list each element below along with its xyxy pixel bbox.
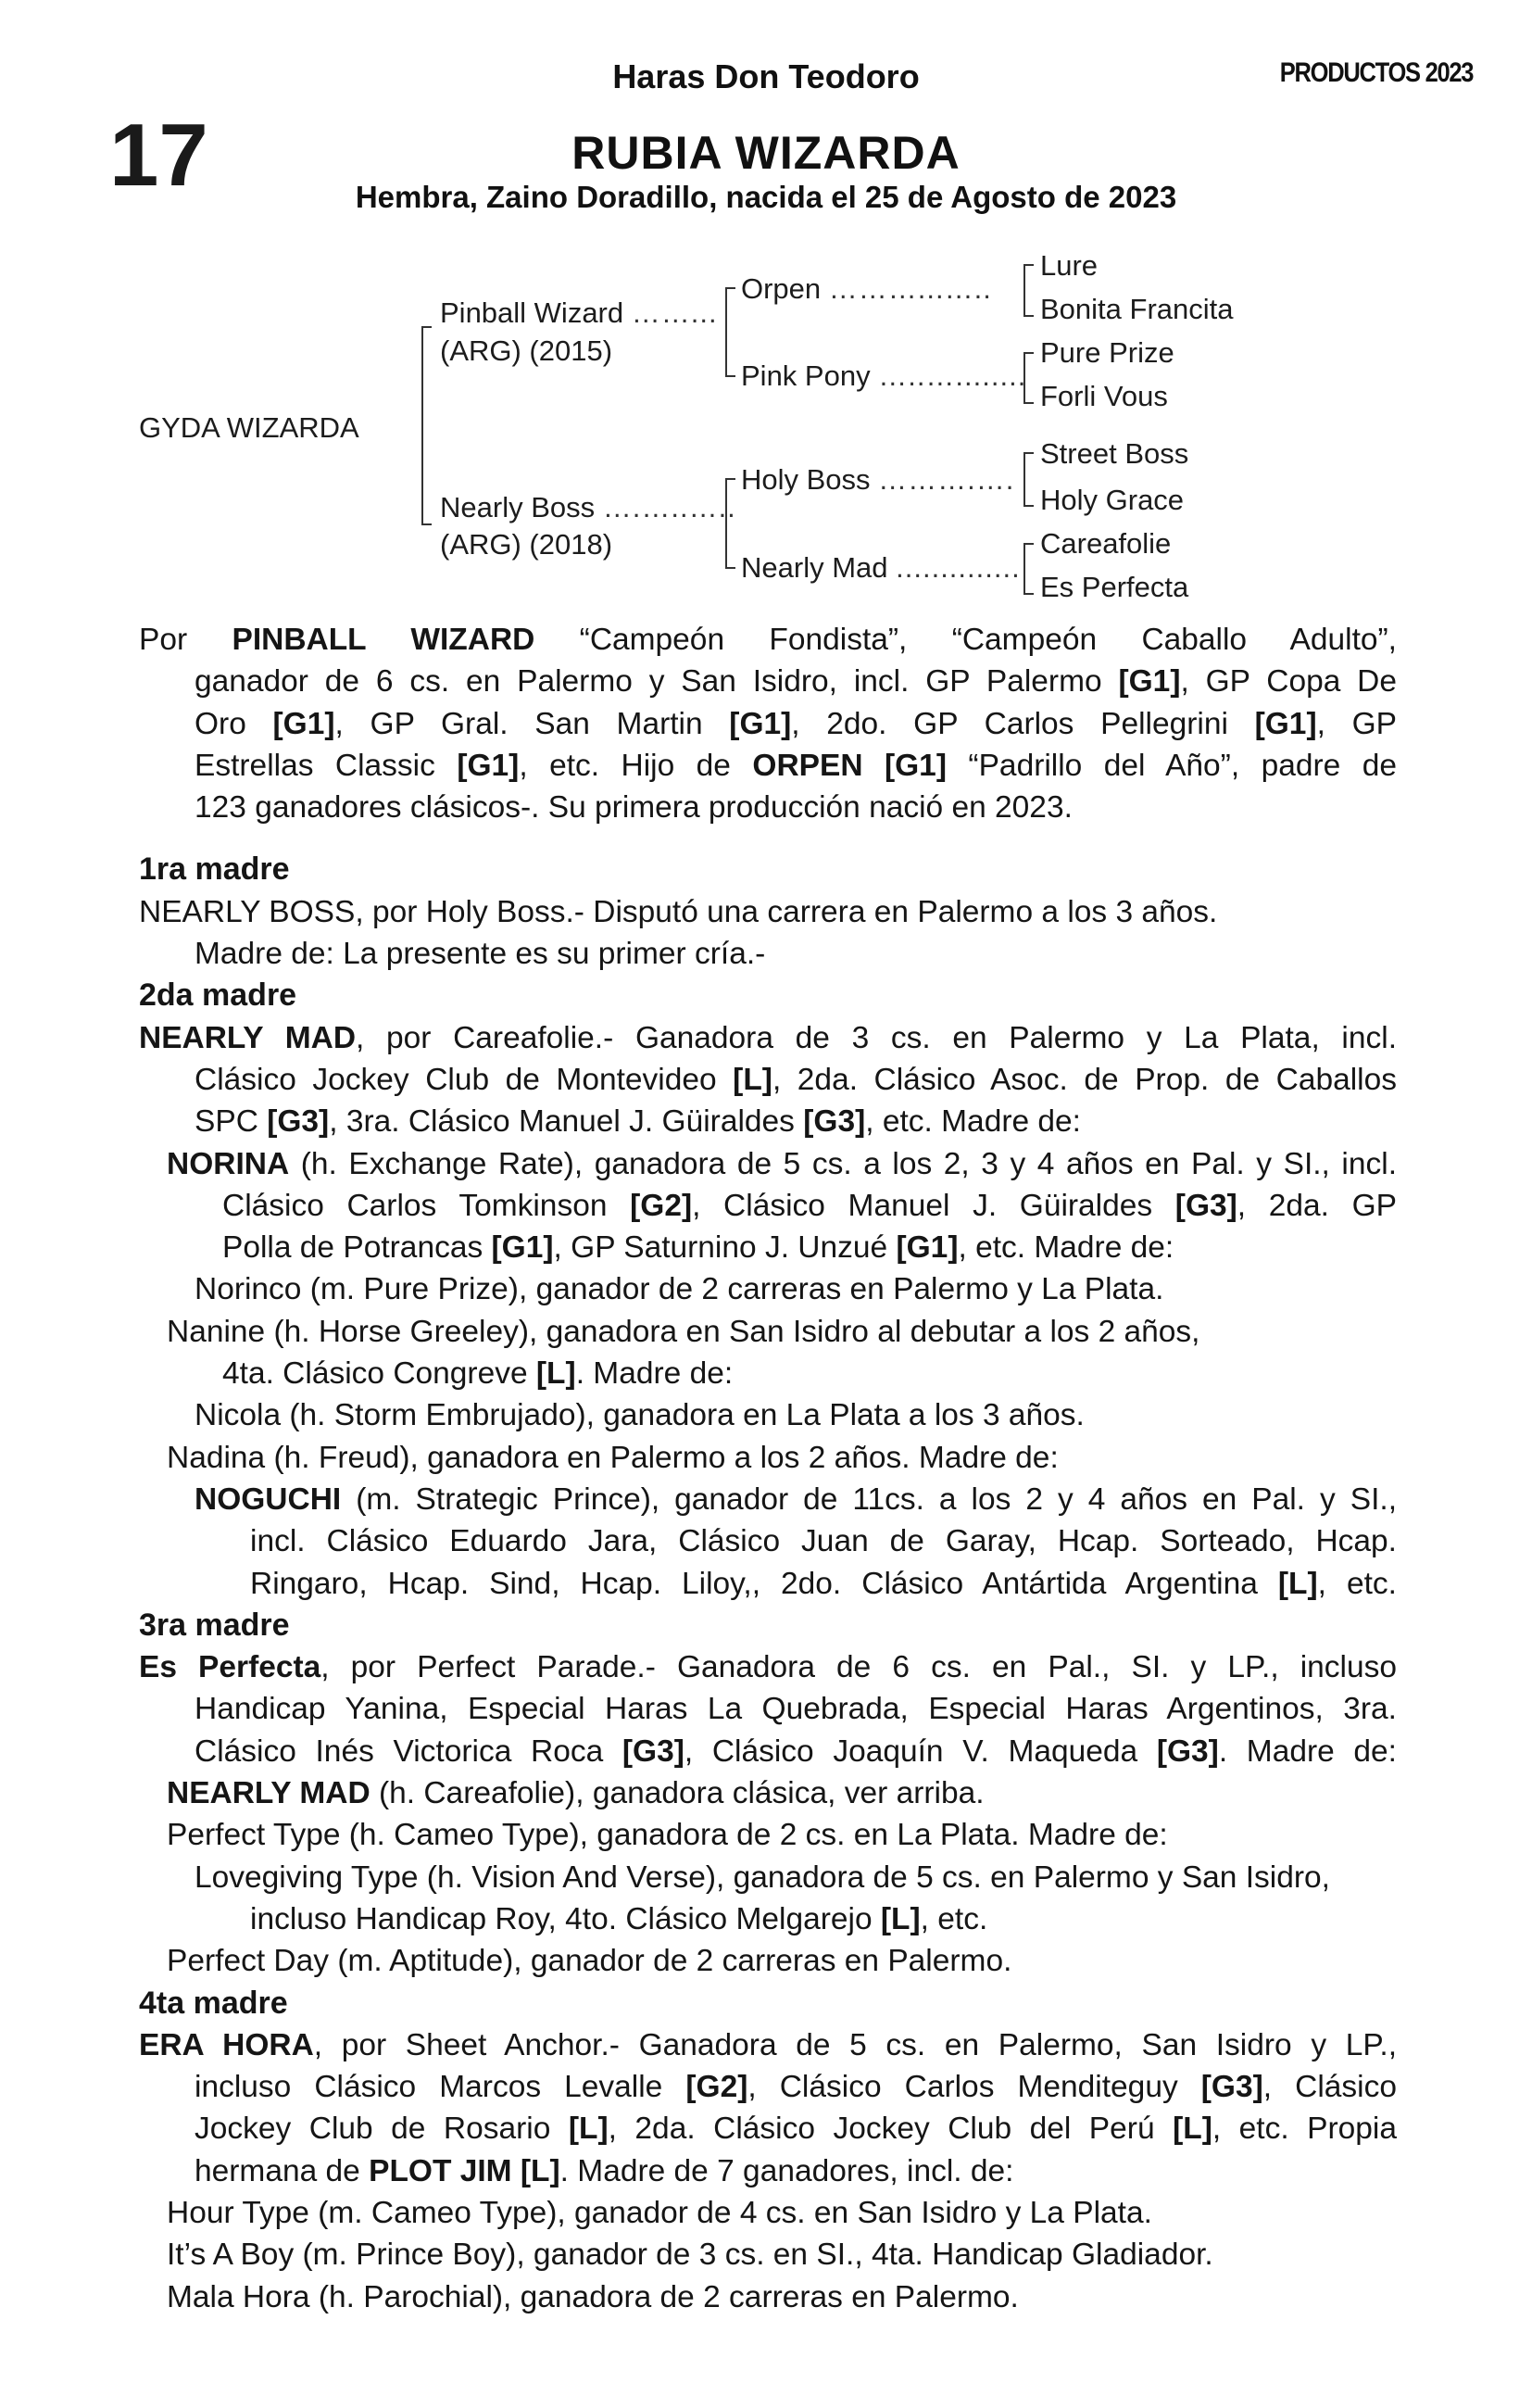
pedigree-bracket xyxy=(1023,352,1034,404)
pedigree-gen3: Street Boss xyxy=(1040,437,1189,470)
pedigree-gen3: Careafolie xyxy=(1040,527,1172,560)
pedigree-sire-sire: Orpen ………...….. xyxy=(741,272,992,305)
section-heading: 3ra madre xyxy=(139,1607,290,1643)
pedigree-dam-origin: (ARG) (2018) xyxy=(440,528,613,561)
pedigree-sire: Pinball Wizard ……... xyxy=(440,296,718,329)
horse-description: Hembra, Zaino Doradillo, nacida el 25 de Agosto de 2023 xyxy=(355,180,1177,214)
section-heading: 1ra madre xyxy=(139,851,290,888)
pedigree-root: GYDA WIZARDA xyxy=(139,411,359,444)
sire-note: Por PINBALL WIZARD “Campeón Fondista”, “Campeón Caballo Adulto”, ganador de 6 cs. en Palermo y San Isidro, incl. GP Palermo [G1], GP Copa De Oro [G1], GP Gral. San Martin [G1], 2do. GP Carlos Pellegrini [G1], GP Estrellas Classic [G1], etc. Hijo de ORPEN [G1] “Padrillo del Año”, padre de 123 ganadores clásicos-. Su primera producción nació en 2023. xyxy=(139,623,1398,826)
pedigree-gen3: Bonita Francita xyxy=(1040,293,1234,325)
pedigree-gen3: Pure Prize xyxy=(1040,336,1174,369)
pedigree-dam-dam: Nearly Mad .............. xyxy=(741,551,1021,584)
pedigree-bracket xyxy=(725,478,735,569)
third-dam-section: 3ra madre Es Perfecta, por Perfect Parade.- Ganadora de 6 cs. en Pal., SI. y LP., incluso Handicap Yanina, Especial Haras La Quebrada, Especial Haras Argentinos, 3ra. Clásico Inés Victorica Roca [G3], Clásico Joaquín V. Maqueda [G3]. Madre de: NEARLY MAD (h. Careafolie), ganadora clásica, ver arriba. Perfect Type (h. Cameo Type), ganadora de 2 cs. en La Plata. Madre de: Lovegiving Type (h. Vision And Verse), ganadora de 5 cs. en Palermo y San Isidro, incluso Handicap Roy, 4to. Clásico Melgarejo [L], etc. Perfect Day (m. Aptitude), ganador de 2 carreras en Palermo. xyxy=(139,1605,1397,1983)
pedigree-gen3: Lure xyxy=(1040,249,1099,282)
pedigree-bracket xyxy=(1023,543,1034,595)
pedigree-bracket xyxy=(1023,264,1034,317)
fourth-dam-section: 4ta madre ERA HORA, por Sheet Anchor.- Ganadora de 5 cs. en Palermo, San Isidro y LP., incluso Clásico Marcos Levalle [G2], Clásico Carlos Menditeguy [G3], Clásico Jockey Club de Rosario [L], 2da. Clásico Jockey Club del Perú [L], etc. Propia hermana de PLOT JIM [L]. Madre de 7 ganadores, incl. de: Hour Type (m. Cameo Type), ganador de 4 cs. en San Isidro y La Plata. It’s A Boy (m. Prince Boy), ganador de 3 cs. en SI., 4ta. Handicap Gladiador. Mala Hora (h. Parochial), ganadora de 2 carreras en Palermo. xyxy=(139,1983,1397,2318)
pedigree-bracket xyxy=(725,287,735,377)
catalog-label: PRODUCTOS 2023 xyxy=(1279,57,1473,88)
section-heading: 4ta madre xyxy=(139,1985,288,2021)
sire-name: PINBALL WIZARD xyxy=(232,623,535,657)
horse-name: RUBIA WIZARDA xyxy=(571,127,961,179)
pedigree-gen3: Forli Vous xyxy=(1040,380,1168,412)
second-dam-section: 2da madre NEARLY MAD, por Careafolie.- Ganadora de 3 cs. en Palermo y La Plata, incl. Clásico Jockey Club de Montevideo [L], 2da. Clásico Asoc. de Prop. de Caballos SPC [G3], 3ra. Clásico Manuel J. Güiraldes [G3], etc. Madre de: NORINA (h. Exchange Rate), ganadora de 5 cs. a los 2, 3 y 4 años en Pal. y SI., incl. Clásico Carlos Tomkinson [G2], Clásico Manuel J. Güiraldes [G3], 2da. GP Polla de Potrancas [G1], GP Saturnino J. Unzué [G1], etc. Madre de: Norinco (m. Pure Prize), ganador de 2 carreras en Palermo y La Plata. Nanine (h. Horse Greeley), ganadora en San Isidro al debutar a los 2 años, 4ta. Clásico Congreve [L]. Madre de: Nicola (h. Storm Embrujado), ganadora en La Plata a los 3 años. Nadina (h. Freud), ganadora en Palermo a los 2 años. Madre de: NOGUCHI (m. Strategic Prince), ganador de 11cs. a los 2 y 4 años en Pal. y SI., incl. Clásico Eduardo Jara, Clásico Juan de Garay, Hcap. Sorteado, Hcap. Ringaro, Hcap. Sind, Hcap. Liloy,, 2do. Clásico Antártida Argentina [L], etc. xyxy=(139,975,1397,1604)
pedigree-sire-origin: (ARG) (2015) xyxy=(440,334,613,367)
lot-number: 17 xyxy=(109,106,208,205)
pedigree-sire-dam: Pink Pony …..…........ xyxy=(741,359,1027,392)
pedigree-bracket xyxy=(1023,452,1034,507)
section-heading: 2da madre xyxy=(139,977,297,1014)
pedigree-gen3: Holy Grace xyxy=(1040,484,1185,516)
pedigree-gen3: Es Perfecta xyxy=(1040,571,1189,603)
pedigree-dam: Nearly Boss ….…..….. xyxy=(440,491,736,523)
pedigree-bracket xyxy=(421,326,432,525)
farm-name: Haras Don Teodoro xyxy=(612,57,920,95)
pedigree-notes xyxy=(139,619,1397,2318)
first-dam-section: 1ra madre NEARLY BOSS, por Holy Boss.- Disputó una carrera en Palermo a los 3 años. Madre de: La presente es su primer cría.- xyxy=(139,849,1397,975)
pedigree-dam-sire: Holy Boss ……….…. xyxy=(741,463,1015,496)
